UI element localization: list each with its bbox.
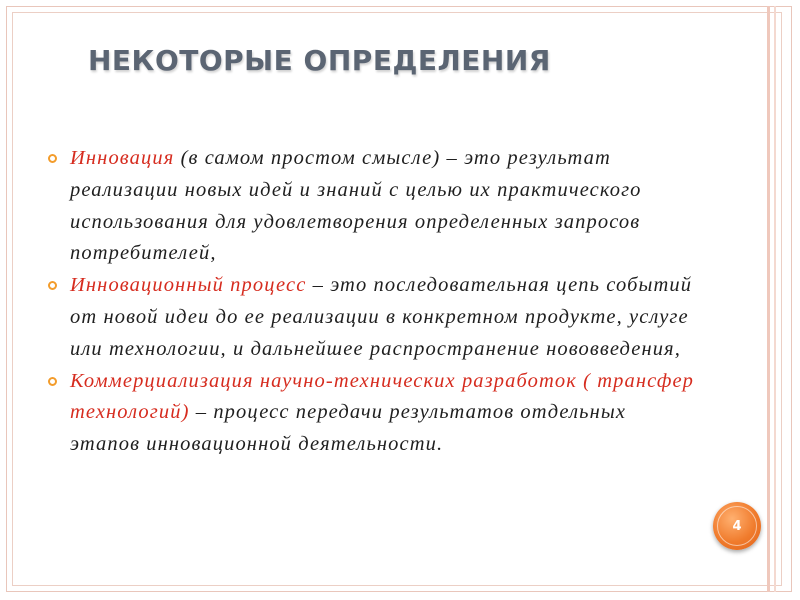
term-commercialization: Коммерциализация научно-технических разработок ( трансфер технологий) — [70, 369, 695, 424]
term-innovation-process: Инновационный процесс — [70, 274, 307, 297]
definition-text-innovation: (в самом простом смысле) – это результат реализации новых идей и знаний с целью их практического использования для удовлетворения определенных запросов потребителей, — [70, 147, 642, 265]
definitions-list — [48, 143, 698, 461]
definition-innovation-process — [48, 270, 698, 365]
definition-text-innovation-process: – это последовательная цепь событий от новой идеи до ее реализации в конкретном продукте, услуге или технологии, и дальнейшее распространение нововведения, — [70, 274, 693, 360]
definition-text-commercialization: – процесс передачи результатов отдельных этапов инновационной деятельности. — [70, 401, 627, 456]
decorative-side-bar-2 — [774, 6, 776, 592]
page-number-badge — [713, 502, 761, 550]
bullet-circle-icon — [48, 154, 57, 163]
term-innovation: Инновация — [70, 147, 175, 169]
slide-title: НЕКОТОРЫЕ ОПРЕДЕЛЕНИЯ — [88, 44, 551, 77]
bullet-circle-icon — [48, 377, 57, 386]
definition-commercialization — [48, 366, 698, 461]
page-number: 4 — [732, 518, 742, 534]
bullet-circle-icon — [48, 281, 57, 290]
decorative-side-bar — [767, 6, 770, 592]
definition-innovation — [48, 143, 698, 270]
